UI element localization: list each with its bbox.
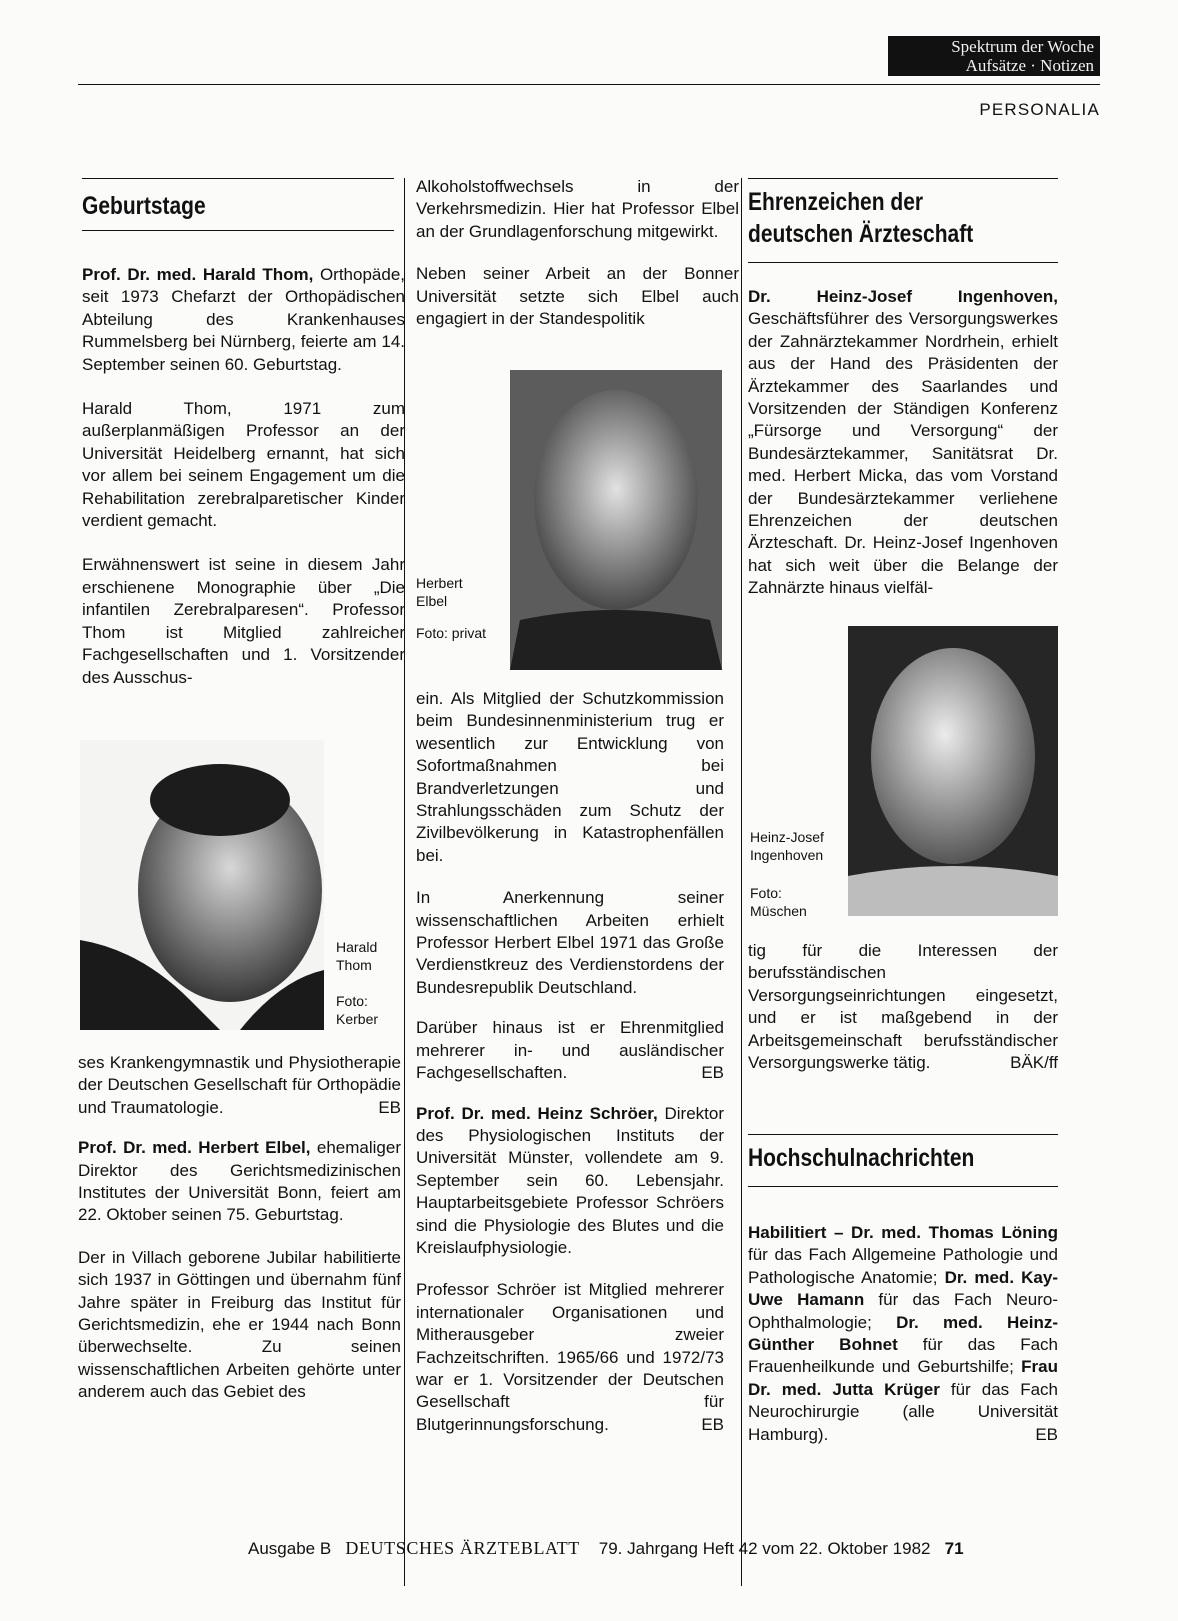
badge-line-1: Spektrum der Woche <box>951 37 1094 56</box>
heading-rule-top <box>748 178 1058 179</box>
paragraph-text: für das Fach Allgemeine Pathologie und Pathologische Anatomie; <box>748 1245 1058 1287</box>
section-badge <box>888 36 1100 76</box>
paragraph-text: Professor Schröer ist Mitglied mehrerer internationaler Organisationen und Mitherausgeber zweier Fachzeitschriften. 1965/66 und 1972/73 war er 1. Vorsitzender der Deutschen Gesellschaft für Blutgerinnungsforschung. <box>416 1280 724 1434</box>
paragraph-text: Darüber hinaus ist er Ehrenmitglied mehrerer in- und ausländischer Fachgesellschaften. <box>416 1018 724 1083</box>
paragraph <box>748 1222 1058 1446</box>
author-sign: EB <box>701 1063 724 1083</box>
portrait-herbert-elbel <box>510 370 722 670</box>
person-name: Dr. Heinz-Josef Ingenhoven, <box>748 287 1058 306</box>
section-label: PERSONALIA <box>979 100 1100 119</box>
footer-edition: Ausgabe B <box>248 1539 332 1558</box>
heading-line: Ehrenzeichen der <box>748 188 924 216</box>
author-sign: EB <box>701 1414 724 1434</box>
caption-herbert-elbel <box>416 574 496 642</box>
caption-credit: Foto: Müschen <box>750 885 807 919</box>
footer-magazine: DEUTSCHES ÄRZTEBLATT <box>345 1538 580 1558</box>
paragraph: Erwähnenswert ist seine in diesem Jahr erschienene Monographie über „Die infantilen Zerebralparesen“. Professor Thom ist Mitglied zahlreicher Fachgesellschaften und 1. Vorsitzender des Ausschus- <box>82 555 405 687</box>
bold-text: Habilitiert – Dr. med. Thomas Löning <box>748 1223 1058 1242</box>
paragraph <box>416 1103 724 1260</box>
paragraph-text: ses Krankengymnastik und Physiotherapie der Deutschen Gesellschaft für Orthopädie und Traumatologie. <box>78 1053 401 1117</box>
author-sign: EB <box>1035 1424 1058 1444</box>
paragraph <box>78 1137 401 1227</box>
header-rule <box>78 84 1100 85</box>
heading-rule-top <box>82 178 394 179</box>
paragraph-text: für das Fach Frauenheilkunde und Geburtshilfe; <box>748 1335 1058 1377</box>
column-1-top <box>82 264 405 701</box>
person-name: Prof. Dr. med. Herbert Elbel, <box>78 1138 311 1158</box>
author-sign: EB <box>378 1097 401 1117</box>
bold-text: Frau Dr. med. Jutta Krüger <box>748 1357 1058 1399</box>
heading-line: deutschen Ärzteschaft <box>748 220 974 248</box>
paragraph-text: für das Fach Neurochirurgie (alle Universität Hamburg). <box>748 1379 1058 1444</box>
bold-text: Dr. med. Kay-Uwe Hamann <box>748 1267 1058 1310</box>
caption-name: Heinz-Josef Ingenhoven <box>750 829 824 863</box>
paragraph-text: ehemaliger Direktor des Gerichtsmedizinischen Institutes der Universität Bonn, feiert am 22. Oktober seinen 75. Geburtstag. <box>78 1138 402 1225</box>
caption-name: Herbert Elbel <box>416 575 463 609</box>
paragraph <box>416 1017 724 1084</box>
person-name: Prof. Dr. med. Harald Thom, <box>82 265 314 284</box>
paragraph: In Anerkennung seiner wissenschaftlichen Arbeiten erhielt Professor Herbert Elbel 1971 das Große Verdienstkreuz des Verdienstordens der Bundesrepublik Deutschland. <box>416 888 724 997</box>
caption-heinz-josef-ingenhoven <box>750 828 842 920</box>
paragraph: Neben seiner Arbeit an der Bonner Universität setzte sich Elbel auch engagiert in der Standespolitik <box>416 264 739 329</box>
paragraph <box>748 286 1058 600</box>
paragraph <box>78 1052 401 1119</box>
column-3-middle <box>748 940 1058 1086</box>
page-number: 71 <box>944 1539 964 1558</box>
column-3-bottom <box>748 1222 1058 1458</box>
paragraph-text: für das Fach Neuro-Ophthalmologie; <box>748 1290 1058 1332</box>
heading-geburtstage: Geburtstage <box>82 192 206 220</box>
footer-issue: 79. Jahrgang Heft 42 vom 22. Oktober 1982 <box>598 1539 931 1558</box>
portrait-harald-thom <box>80 740 324 1030</box>
column-1-bottom <box>78 1052 401 1416</box>
caption-credit: Foto: privat <box>416 625 487 641</box>
column-2-bottom <box>416 688 724 1448</box>
paragraph <box>748 940 1058 1074</box>
author-sign: BÄK/ff <box>1010 1053 1058 1073</box>
heading-ehrenzeichen <box>748 186 973 250</box>
heading-rule-bottom <box>748 1186 1058 1187</box>
paragraph <box>416 1279 724 1436</box>
paragraph: Der in Villach geborene Jubilar habilitierte sich 1937 in Göttingen und übernahm fünf Jahre später in Freiburg das Institut für Gerichtsmedizin, ehe er 1944 nach Bonn überwechselte. Zu seinen wissenschaftlichen Arbeiten gehörte unter anderem auch das Gebiet des <box>78 1247 401 1402</box>
column-2-top <box>416 176 739 342</box>
caption-credit: Foto: Kerber <box>336 993 379 1027</box>
person-name: Prof. Dr. med. Heinz Schröer, <box>416 1103 658 1123</box>
paragraph: Alkoholstoffwechsels in der Verkehrsmedizin. Hier hat Professor Elbel an der Grundlagenforschung mitgewirkt. <box>416 177 739 241</box>
paragraph-text: Orthopäde, seit 1973 Chefarzt der Orthopädischen Abteilung des Krankenhauses Rummelsberg bei Nürnberg, feierte am 14. September seinen 60. Geburtstag. <box>82 265 406 374</box>
caption-harald-thom <box>336 938 396 1028</box>
badge-line-2: Aufsätze · Notizen <box>965 56 1094 75</box>
column-3-top <box>748 286 1058 612</box>
column-divider-2 <box>741 178 742 1586</box>
caption-name: Harald Thom <box>336 939 378 973</box>
paragraph: Harald Thom, 1971 zum außerplanmäßigen Professor an der Universität Heidelberg ernannt, hat sich vor allem bei seinem Engagement um die Rehabilitation zerebralparetischer Kinder verdient gemacht. <box>82 399 405 531</box>
paragraph <box>82 264 405 376</box>
paragraph: ein. Als Mitglied der Schutzkommission beim Bundesinnenministerium trug er wesentlich zur Entwicklung von Sofortmaßnahmen bei Brandverletzungen und Strahlungsschäden zum Schutz der Zivilbevölkerung in Katastrophenfällen bei. <box>416 689 724 865</box>
paragraph-text: Direktor des Physiologischen Instituts der Universität Münster, vollendete am 9. September sein 60. Lebensjahr. Hauptarbeitsgebiete Professor Schröers sind die Physiologie des Blutes und die Kreislaufphysiologie. <box>416 1103 725 1257</box>
heading-hochschulnachrichten: Hochschulnachrichten <box>748 1144 975 1172</box>
heading-rule-top <box>748 1134 1058 1135</box>
heading-rule-bottom <box>748 262 1058 263</box>
paragraph-text: tig für die Interessen der berufsständischen Versorgungseinrichtungen eingesetzt, und er ist maßgebend in der Arbeitsgemeinschaft berufsständischer Versorgungswerke tätig. <box>748 941 1058 1073</box>
portrait-heinz-josef-ingenhoven <box>848 626 1058 916</box>
bold-text: Dr. med. Heinz-Günther Bohnet <box>748 1312 1058 1355</box>
page-footer <box>248 1538 964 1559</box>
heading-rule-bottom <box>82 230 394 231</box>
paragraph-text: Geschäftsführer des Versorgungswerkes der Zahnärztekammer Nordrhein, erhielt aus der Hand des Präsidenten der Ärztekammer des Saarlandes und Vorsitzenden der Ständigen Konferenz „Fürsorge und Versorgung“ der Bundesärztekammer, Sanitätsrat Dr. med. Herbert Micka, das vom Vorstand der Bundesärztekammer verliehene Ehrenzeichen der deutschen Ärzteschaft. Dr. Heinz-Josef Ingenhoven hat sich weit über die Belange der Zahnärzte hinaus vielfäl- <box>748 309 1058 598</box>
